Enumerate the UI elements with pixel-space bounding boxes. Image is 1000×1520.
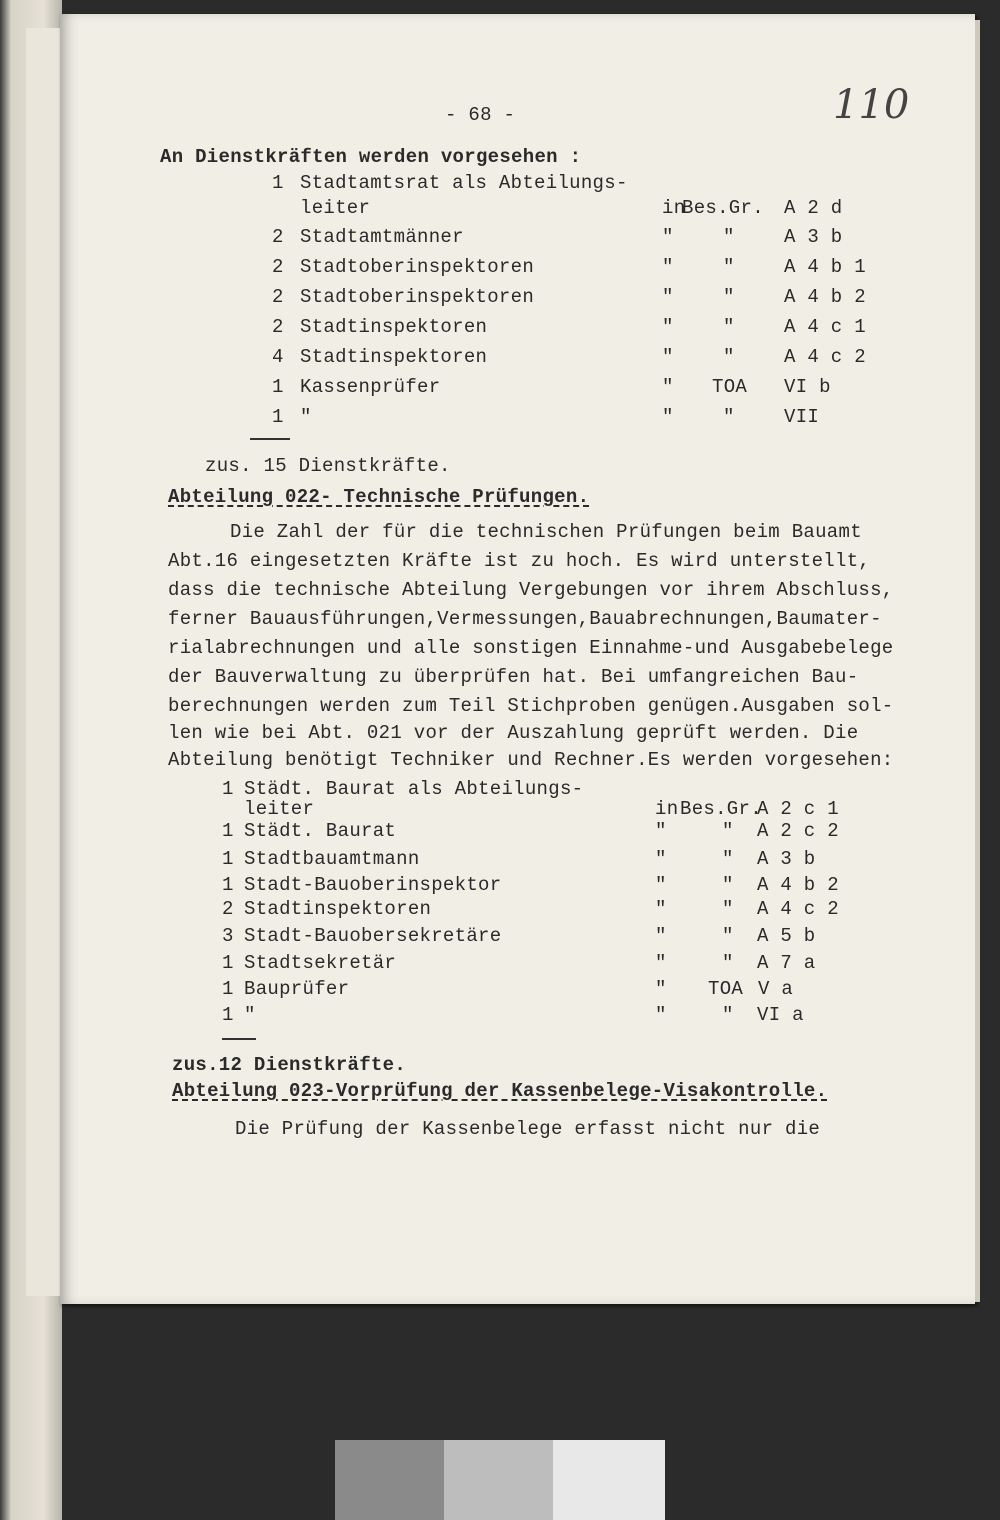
table-row-count: 2: [272, 316, 284, 338]
table-row-grade: A 5 b: [757, 925, 816, 947]
table-row-group: Bes.Gr.: [680, 798, 762, 820]
table-row-in: ": [655, 848, 667, 870]
table-row-in: ": [655, 925, 667, 947]
table-row-grade: A 2 d: [784, 197, 843, 219]
table-row-title: Stadt-Bauobersekretäre: [244, 925, 502, 947]
sum-rule: [222, 1038, 256, 1040]
table-row-in: ": [662, 256, 674, 278]
section-heading-022: Abteilung 022- Technische Prüfungen.: [168, 486, 590, 508]
handwritten-folio-number: 110: [833, 82, 910, 128]
table-row-in: ": [662, 286, 674, 308]
table-row-grade: A 4 b 1: [784, 256, 866, 278]
table-row-group: ": [722, 898, 734, 920]
table-row-count: 2: [272, 256, 284, 278]
table-row-title: Stadtinspektoren: [300, 316, 488, 338]
table-row-in: ": [655, 874, 667, 896]
table-row-title: Stadtoberinspektoren: [300, 286, 535, 308]
paragraph-line: Die Zahl der für die technischen Prüfungen beim Bauamt: [230, 521, 862, 543]
table-row-group: TOA: [708, 978, 744, 1000]
table-row-grade: A 2 c 2: [757, 820, 839, 842]
table-row-group: ": [722, 1004, 734, 1026]
table-row-in: ": [662, 226, 674, 248]
table-row-grade: VII: [784, 406, 820, 428]
table-row-in: ": [662, 346, 674, 368]
table-row-title: Stadtsekretär: [244, 952, 397, 974]
table-row-in: in: [655, 798, 679, 820]
table-row-count: 1: [272, 172, 284, 194]
table-row-in: ": [655, 820, 667, 842]
table-row-group: ": [723, 316, 735, 338]
paragraph-line: berechnungen werden zum Teil Stichproben genügen.Ausgaben sol-: [168, 695, 894, 717]
table-row-grade: A 3 b: [757, 848, 816, 870]
table-row-title: leiter: [244, 798, 315, 820]
left-page-sheet: [26, 28, 64, 1296]
table-row-count: 1: [222, 874, 234, 896]
table-row-grade: A 7 a: [757, 952, 816, 974]
paragraph-line: Abteilung benötigt Techniker und Rechner.Es werden vorgesehen:: [168, 749, 894, 771]
table-row-title: Stadtamtsrat als Abteilungs-: [300, 172, 628, 194]
table-row-in: ": [655, 978, 667, 1000]
table-row-title: Stadtinspektoren: [300, 346, 488, 368]
table-row-title: ": [300, 406, 312, 428]
table-row-group: TOA: [712, 376, 748, 398]
table-row-group: ": [722, 874, 734, 896]
table-row-group: ": [723, 286, 735, 308]
table-row-grade: A 4 c 2: [784, 346, 866, 368]
paragraph-line: Abt.16 eingesetzten Kräfte ist zu hoch. Es wird unterstellt,: [168, 550, 871, 572]
table-row-grade: A 4 b 2: [784, 286, 866, 308]
intro-line: An Dienstkräften werden vorgesehen :: [160, 146, 582, 168]
table-row-title: Stadtbauamtmann: [244, 848, 420, 870]
page-number: - 68 -: [445, 104, 516, 126]
table-row-group: ": [722, 848, 734, 870]
table-row-grade: A 3 b: [784, 226, 843, 248]
table-row-in: in: [662, 197, 686, 219]
table-row-count: 2: [272, 286, 284, 308]
table-row-title: Kassenprüfer: [300, 376, 441, 398]
total-line-1: zus. 15 Dienstkräfte.: [205, 455, 451, 477]
table-row-grade: A 4 b 2: [757, 874, 839, 896]
table-row-in: ": [662, 406, 674, 428]
paragraph-line: der Bauverwaltung zu überprüfen hat. Bei umfangreichen Bau-: [168, 666, 859, 688]
table-row-group: ": [722, 952, 734, 974]
table-row-count: 1: [222, 952, 234, 974]
table-row-in: ": [655, 952, 667, 974]
table-row-group: ": [722, 925, 734, 947]
table-row-group: Bes.Gr.: [682, 197, 764, 219]
table-row-count: 1: [272, 406, 284, 428]
table-row-group: ": [723, 406, 735, 428]
table-row-title: Stadtinspektoren: [244, 898, 432, 920]
paragraph-023: Die Prüfung der Kassenbelege erfasst nicht nur die: [235, 1118, 821, 1140]
paragraph-line: ferner Bauausführungen,Vermessungen,Bauabrechnungen,Baumater-: [168, 608, 882, 630]
table-row-grade: VI a: [757, 1004, 804, 1026]
table-row-count: 4: [272, 346, 284, 368]
table-row-title: Stadtamtmänner: [300, 226, 464, 248]
section-heading-023: Abteilung 023-Vorprüfung der Kassenbelege-Visakontrolle.: [172, 1080, 828, 1102]
table-row-in: ": [662, 316, 674, 338]
total-line-2: zus.12 Dienstkräfte.: [172, 1054, 407, 1076]
table-row-title: Stadtoberinspektoren: [300, 256, 535, 278]
table-row-grade: A 4 c 1: [784, 316, 866, 338]
table-row-count: 1: [222, 978, 234, 1000]
table-row-group: ": [722, 820, 734, 842]
grey-scale-calibration-strip: [335, 1440, 665, 1520]
paragraph-line: rialabrechnungen und alle sonstigen Einnahme-und Ausgabebelege: [168, 637, 894, 659]
table-row-count: 1: [222, 778, 234, 800]
table-row-count: 1: [222, 1004, 234, 1026]
table-row-group: ": [723, 256, 735, 278]
table-row-title: Städt. Baurat: [244, 820, 397, 842]
table-row-title: Bauprüfer: [244, 978, 350, 1000]
table-row-in: ": [655, 898, 667, 920]
table-row-title: Stadt-Bauoberinspektor: [244, 874, 502, 896]
table-row-count: 2: [272, 226, 284, 248]
table-row-group: ": [723, 346, 735, 368]
page-edge: [975, 20, 980, 1302]
table-row-count: 1: [272, 376, 284, 398]
sum-rule: [250, 438, 290, 440]
table-row-count: 2: [222, 898, 234, 920]
table-row-group: ": [723, 226, 735, 248]
table-row-title: ": [244, 1004, 256, 1026]
table-row-grade: A 2 c 1: [757, 798, 839, 820]
table-row-count: 1: [222, 820, 234, 842]
table-row-in: ": [655, 1004, 667, 1026]
table-row-in: ": [662, 376, 674, 398]
table-row-grade: A 4 c 2: [757, 898, 839, 920]
paragraph-line: len wie bei Abt. 021 vor der Auszahlung geprüft werden. Die: [168, 722, 859, 744]
table-row-grade: V a: [758, 978, 794, 1000]
table-row-count: 1: [222, 848, 234, 870]
table-row-title: Städt. Baurat als Abteilungs-: [244, 778, 584, 800]
table-row-grade: VI b: [784, 376, 831, 398]
table-row-title: leiter: [300, 197, 371, 219]
table-row-count: 3: [222, 925, 234, 947]
paragraph-line: dass die technische Abteilung Vergebungen vor ihrem Abschluss,: [168, 579, 894, 601]
